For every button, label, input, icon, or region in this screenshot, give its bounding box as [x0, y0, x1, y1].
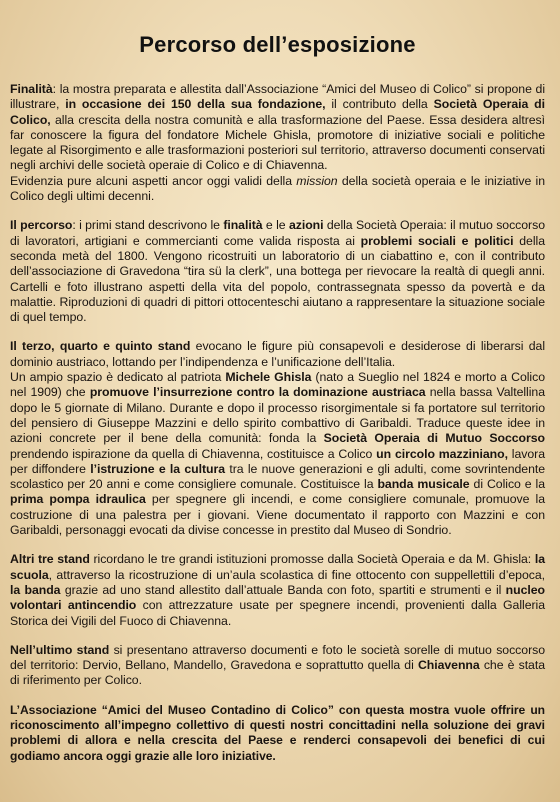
emphasis: Michele Ghisla — [225, 370, 312, 385]
paragraph-ultimo-stand — [10, 643, 545, 689]
text: , attraverso la ricostruzione di un’aula scolastica di fine ottocento con suppellettili d’epoca, — [48, 567, 545, 582]
text: : la mostra preparata e allestita dall’Associazione “Amici del Museo di Colico” si propone di illustrare, — [10, 82, 545, 112]
text: della seconda metà del 1800. Vengono ricostruiti un laboratorio di un ciabattino e, con il contributo dell’associazione di Gravedona “tira sü la clerk”, una bottega per rievocare la realtà di quegli anni. Cartelli e foto illustrano aspetti della vita del popolo, contrassegnata spesso da povertà e da malattie. Riproduzioni di quadri di pittori ottocenteschi aiutano a rappresentare la situazione sociale di quel tempo. — [10, 233, 545, 325]
paragraph-conclusione: L’Associazione “Amici del Museo Contadino di Colico” con questa mostra vuole offrire un riconoscimento all’impegno collettivo di questi nostri concittadini nella soluzione dei gravi problemi di allora e nella crescita del Paese e renderci consapevoli dei benefici di cui godiamo ancora oggi grazie alle loro iniziative. — [10, 702, 545, 763]
text: grazie ad uno stand allestito dall’attuale Banda con foto, spartiti e strumenti e il — [60, 582, 506, 597]
emphasis: la banda — [10, 582, 61, 597]
emphasis: l’istruzione e la cultura — [90, 461, 226, 476]
text: Un ampio spazio è dedicato al patriota — [10, 370, 226, 385]
emphasis: azioni — [288, 218, 324, 233]
text: nella bassa Valtellina dopo le 5 giornate di Milano. Durante e dopo il processo risorgimentale si fa portatore sul territorio del pensiero di Giuseppe Mazzini e dello spirito combattivo di Garibaldi. Traduce queste idee in azioni concrete per il bene della comunità: fonda la — [10, 385, 545, 446]
text: lavora per diffondere — [10, 446, 545, 476]
text: per spegnere gli incendi, e come consigliere comunale, promuove la costruzione di una palestra per i giovani. Viene documentato il rapporto con Mazzini e con Garibaldi, personaggi evocati da divise concesse in prestito dal Museo di Sondrio. — [10, 492, 546, 538]
text: con attrezzature usate per spegnere incendi, provenienti dalla Galleria Storica dei Vigili del Fuoco di Chiavenna. — [10, 598, 546, 628]
label-altri-stand: Altri tre stand — [10, 552, 90, 567]
emphasis: un circolo mazziniano, — [376, 446, 508, 461]
text: ricordano le tre grandi istituzioni promosse dalla Società Operaia e da M. Ghisla: — [89, 552, 535, 567]
label-percorso: Il percorso — [10, 218, 73, 233]
emphasis: nucleo volontari antincendio — [10, 582, 545, 613]
paragraph-altri-stand — [10, 552, 545, 628]
page-title: Percorso dell’esposizione — [139, 32, 416, 57]
emphasis: Chiavenna — [417, 658, 480, 673]
emphasis: banda musicale — [377, 477, 470, 492]
text: di Colico e la — [469, 477, 545, 492]
paragraph-finalita — [10, 82, 545, 204]
text: della società operaia e le iniziative in Colico degli ultimi decenni. — [10, 173, 545, 204]
label-finalita: Finalità — [10, 82, 53, 96]
text: (nato a Sueglio nel 1824 e morto a Colico nel 1909) che — [10, 370, 545, 400]
label-terzo-stand: Il terzo, quarto e quinto stand — [10, 339, 191, 354]
emphasis: problemi sociali e politici — [360, 233, 514, 248]
paragraph-terzo-stand — [10, 339, 545, 538]
emphasis: in occasione dei 150 della sua fondazione, — [65, 97, 326, 112]
text: della Società Operaia: il mutuo soccorso di lavoratori, artigiani e commercianti come valida risposta ai — [10, 218, 545, 248]
emphasis: finalità — [223, 218, 263, 233]
emphasis: prima pompa idraulica — [10, 492, 146, 507]
text: che è stata di riferimento per Colico. — [10, 658, 546, 688]
emphasis: Società Operaia di Mutuo Soccorso — [323, 431, 545, 446]
text: Evidenzia pure alcuni aspetti ancor oggi validi della — [10, 173, 297, 188]
text: tra le nuove generazioni e gli adulti, come sovrintendente scolastico per 20 anni e come consigliere comunale. Costituisce la — [10, 461, 546, 492]
text: e le — [262, 218, 289, 233]
emphasis: Società Operaia di Colico, — [10, 97, 545, 127]
emphasis: promuove l’insurrezione contro la dominazione austriaca — [89, 385, 426, 400]
text: prendendo ispirazione da quella di Chiavenna, costituisce a Colico — [10, 446, 377, 461]
emphasis: la scuola — [10, 552, 545, 582]
text: il contributo della — [325, 97, 434, 112]
text: evocano le figure più consapevoli e desiderose di liberarsi dal dominio austriaco, lottando per l’indipendenza e l’unificazione dell’Italia. — [10, 339, 546, 369]
text: : i primi stand descrivono le — [72, 218, 224, 233]
paragraph-percorso — [10, 218, 545, 325]
label-ultimo-stand: Nell’ultimo stand — [10, 642, 110, 657]
text: alla crescita della nostra comunità e alla trasformazione del Paese. Essa desidera altresì far conoscere la figura del fondatore Michele Ghisla, promotore di iniziative sociali e politiche legate al Risorgimento e alle trasformazioni posteriori sul territorio, attraverso documenti conservati negli archivi delle società operaie di Colico e di Chiavenna. — [10, 112, 545, 173]
italic-term: mission — [296, 173, 338, 188]
text: si presentano attraverso documenti e foto le società sorelle di mutuo soccorso del territorio: Dervio, Bellano, Mandello, Gravedona e soprattutto quella di — [10, 642, 546, 673]
